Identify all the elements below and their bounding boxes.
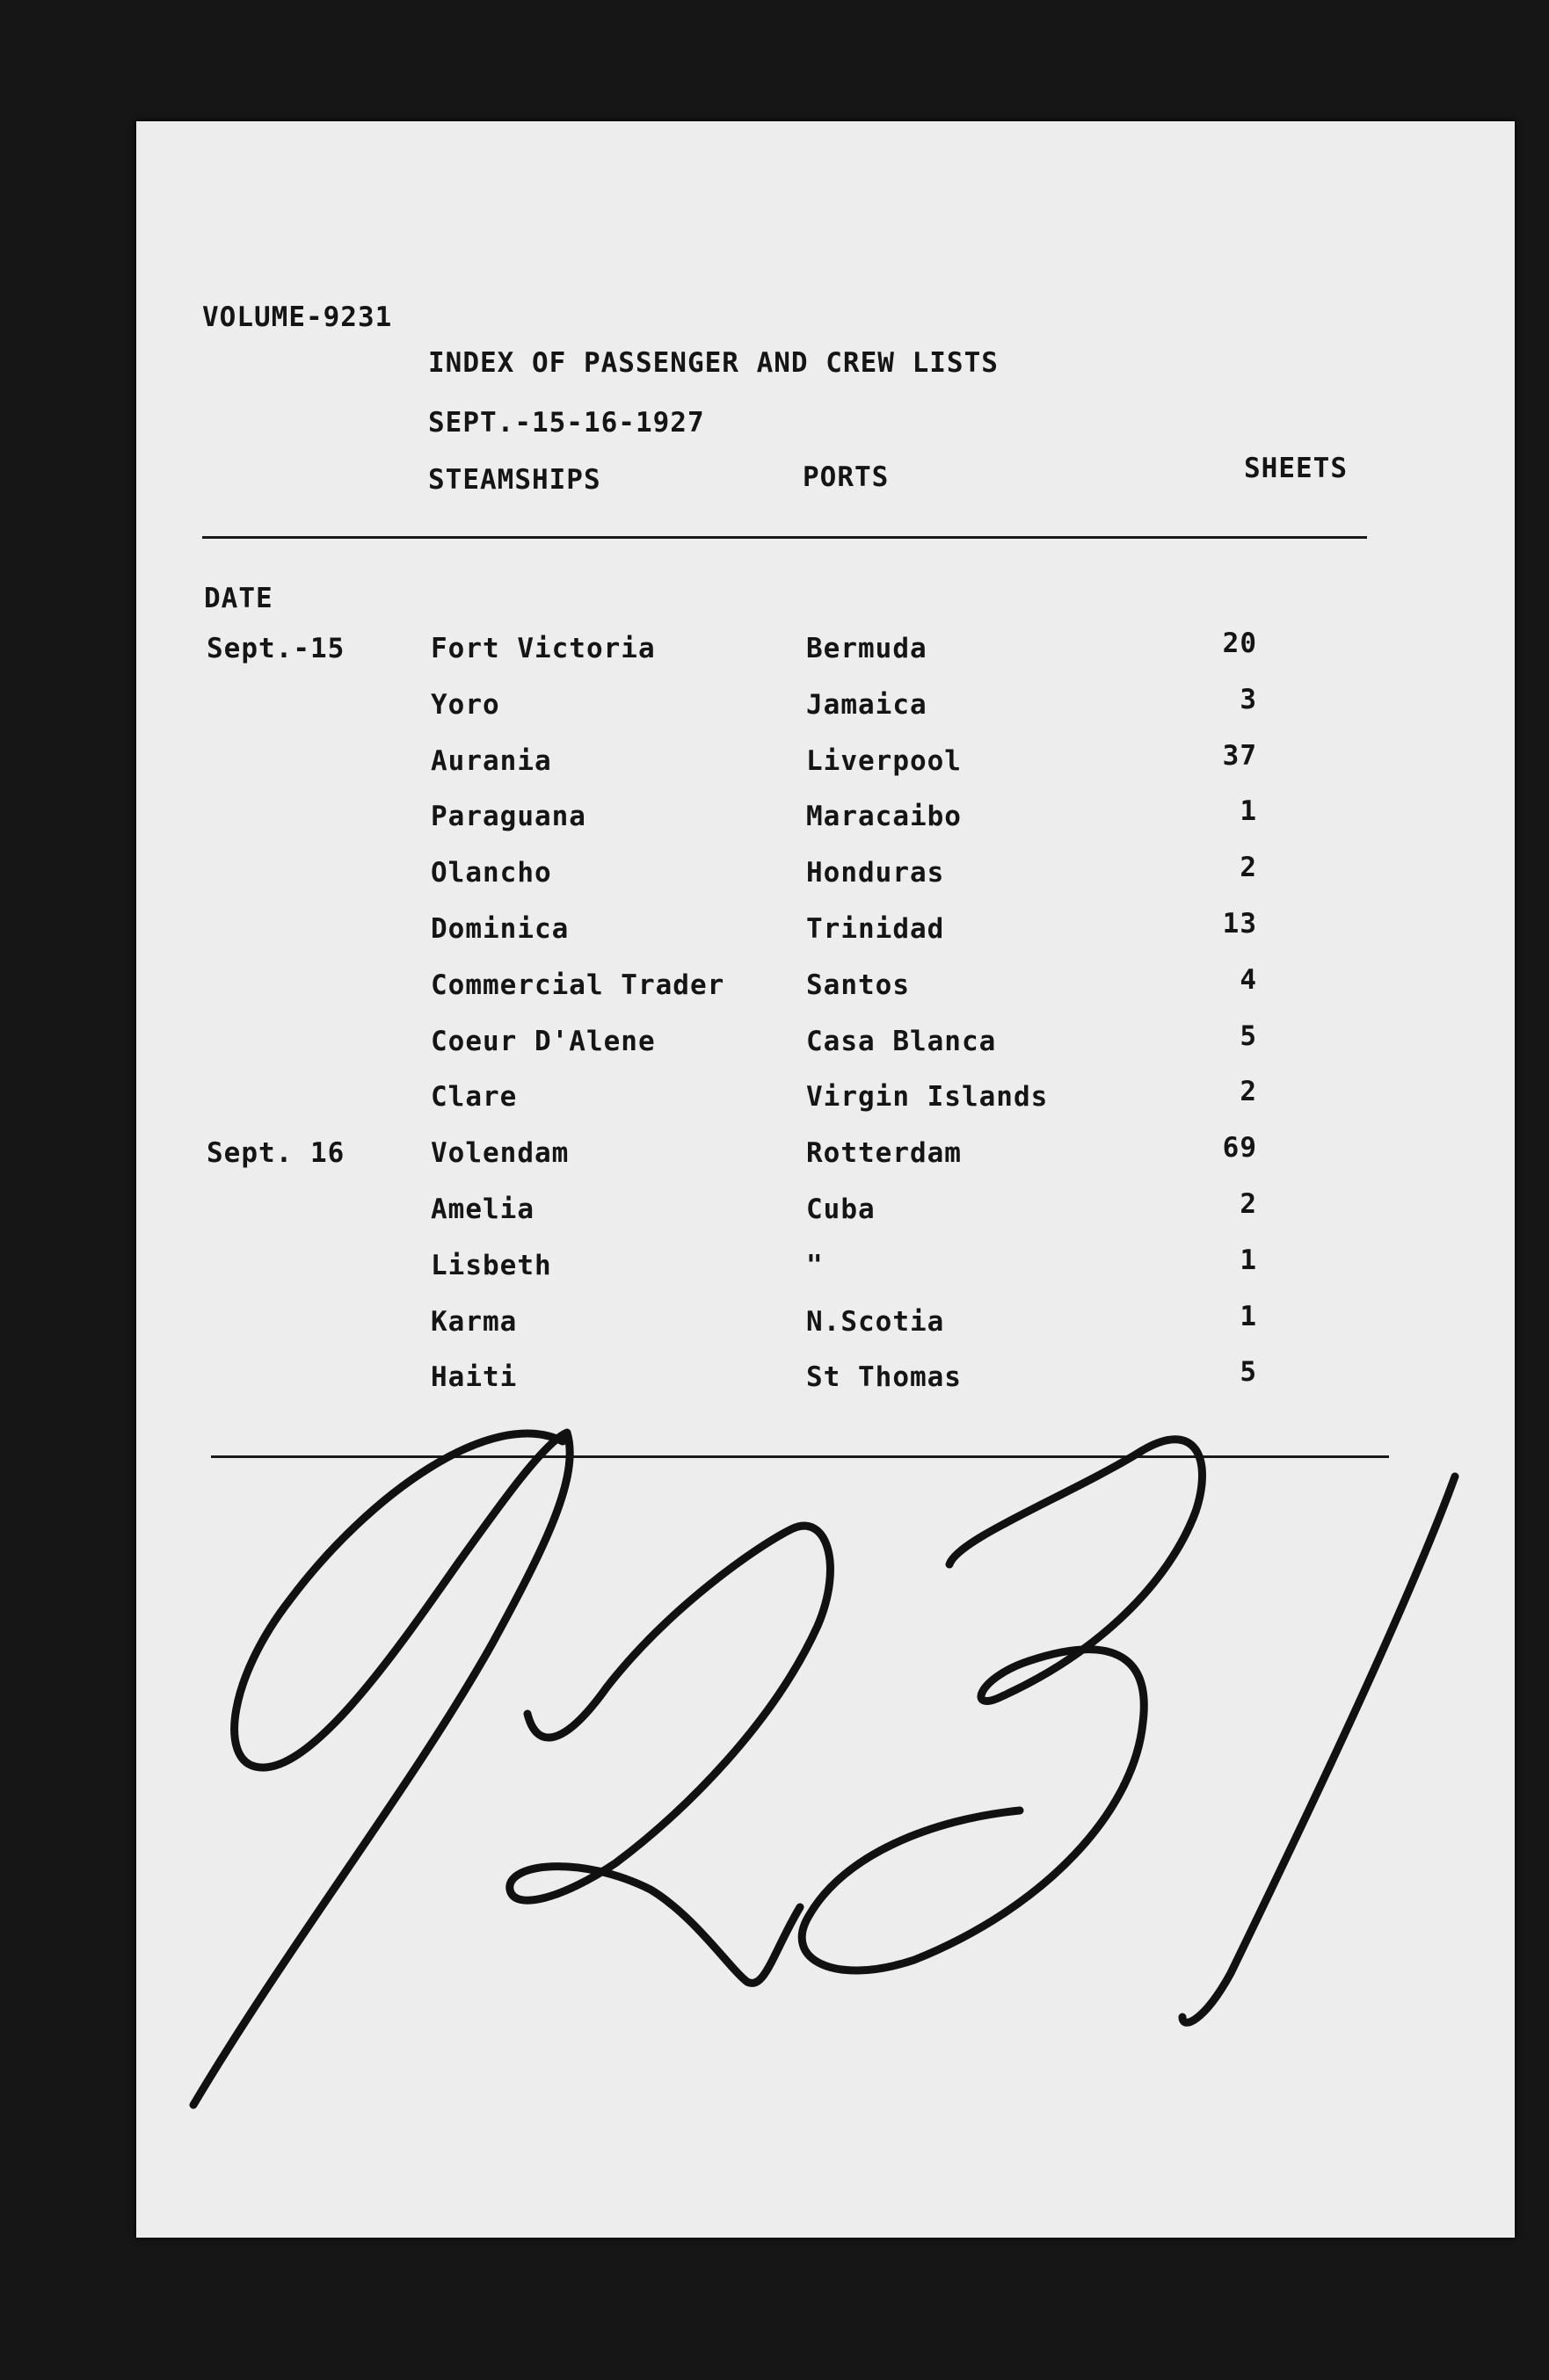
row-sheets: 1 bbox=[1240, 1301, 1257, 1332]
row-port: Honduras bbox=[806, 857, 945, 889]
row-steamship: Lisbeth bbox=[431, 1250, 552, 1281]
row-port: Virgin Islands bbox=[806, 1081, 1049, 1113]
row-port: " bbox=[806, 1250, 824, 1281]
row-port: Santos bbox=[806, 969, 910, 1001]
row-sheets: 5 bbox=[1240, 1356, 1257, 1388]
row-steamship: Volendam bbox=[431, 1137, 570, 1169]
digit-9-stroke bbox=[193, 1433, 570, 2105]
row-steamship: Olancho bbox=[431, 857, 552, 889]
row-sheets: 4 bbox=[1240, 964, 1257, 996]
row-sheets: 2 bbox=[1240, 852, 1257, 883]
ports-header: PORTS bbox=[803, 461, 890, 493]
row-port: Rotterdam bbox=[806, 1137, 962, 1169]
row-port: Jamaica bbox=[806, 689, 927, 721]
row-steamship: Paraguana bbox=[431, 801, 586, 832]
row-port: N.Scotia bbox=[806, 1306, 945, 1338]
row-steamship: Aurania bbox=[431, 745, 552, 777]
row-steamship: Amelia bbox=[431, 1194, 535, 1225]
row-port: Casa Blanca bbox=[806, 1026, 997, 1057]
row-steamship: Karma bbox=[431, 1306, 518, 1338]
row-sheets: 3 bbox=[1240, 684, 1257, 715]
sheets-header: SHEETS bbox=[1244, 453, 1348, 484]
row-sheets: 37 bbox=[1222, 740, 1257, 772]
row-steamship: Fort Victoria bbox=[431, 633, 656, 664]
date-header: DATE bbox=[204, 583, 273, 614]
index-title: INDEX OF PASSENGER AND CREW LISTS bbox=[428, 347, 999, 379]
row-steamship: Coeur D'Alene bbox=[431, 1026, 656, 1057]
volume-label: VOLUME-9231 bbox=[202, 301, 393, 333]
date-range: SEPT.-15-16-1927 bbox=[428, 407, 705, 439]
row-port: Trinidad bbox=[806, 913, 945, 945]
row-sheets: 2 bbox=[1240, 1076, 1257, 1107]
row-sheets: 1 bbox=[1240, 795, 1257, 827]
row-sheets: 2 bbox=[1240, 1188, 1257, 1220]
row-date: Sept.-15 bbox=[207, 633, 345, 664]
row-sheets: 20 bbox=[1222, 628, 1257, 659]
digit-3-stroke bbox=[802, 1440, 1202, 1970]
row-sheets: 13 bbox=[1222, 908, 1257, 940]
row-port: St Thomas bbox=[806, 1361, 962, 1393]
row-sheets: 69 bbox=[1222, 1132, 1257, 1164]
digit-2-stroke bbox=[510, 1526, 831, 1983]
row-steamship: Yoro bbox=[431, 689, 500, 721]
row-port: Bermuda bbox=[806, 633, 927, 664]
row-steamship: Commercial Trader bbox=[431, 969, 725, 1001]
row-steamship: Dominica bbox=[431, 913, 570, 945]
row-port: Cuba bbox=[806, 1194, 876, 1225]
row-date: Sept. 16 bbox=[207, 1137, 345, 1169]
digit-1-stroke bbox=[1182, 1477, 1455, 2022]
row-steamship: Haiti bbox=[431, 1361, 518, 1393]
row-sheets: 1 bbox=[1240, 1244, 1257, 1276]
steamships-header: STEAMSHIPS bbox=[428, 464, 601, 496]
row-port: Liverpool bbox=[806, 745, 962, 777]
row-sheets: 5 bbox=[1240, 1020, 1257, 1052]
row-port: Maracaibo bbox=[806, 801, 962, 832]
row-steamship: Clare bbox=[431, 1081, 518, 1113]
